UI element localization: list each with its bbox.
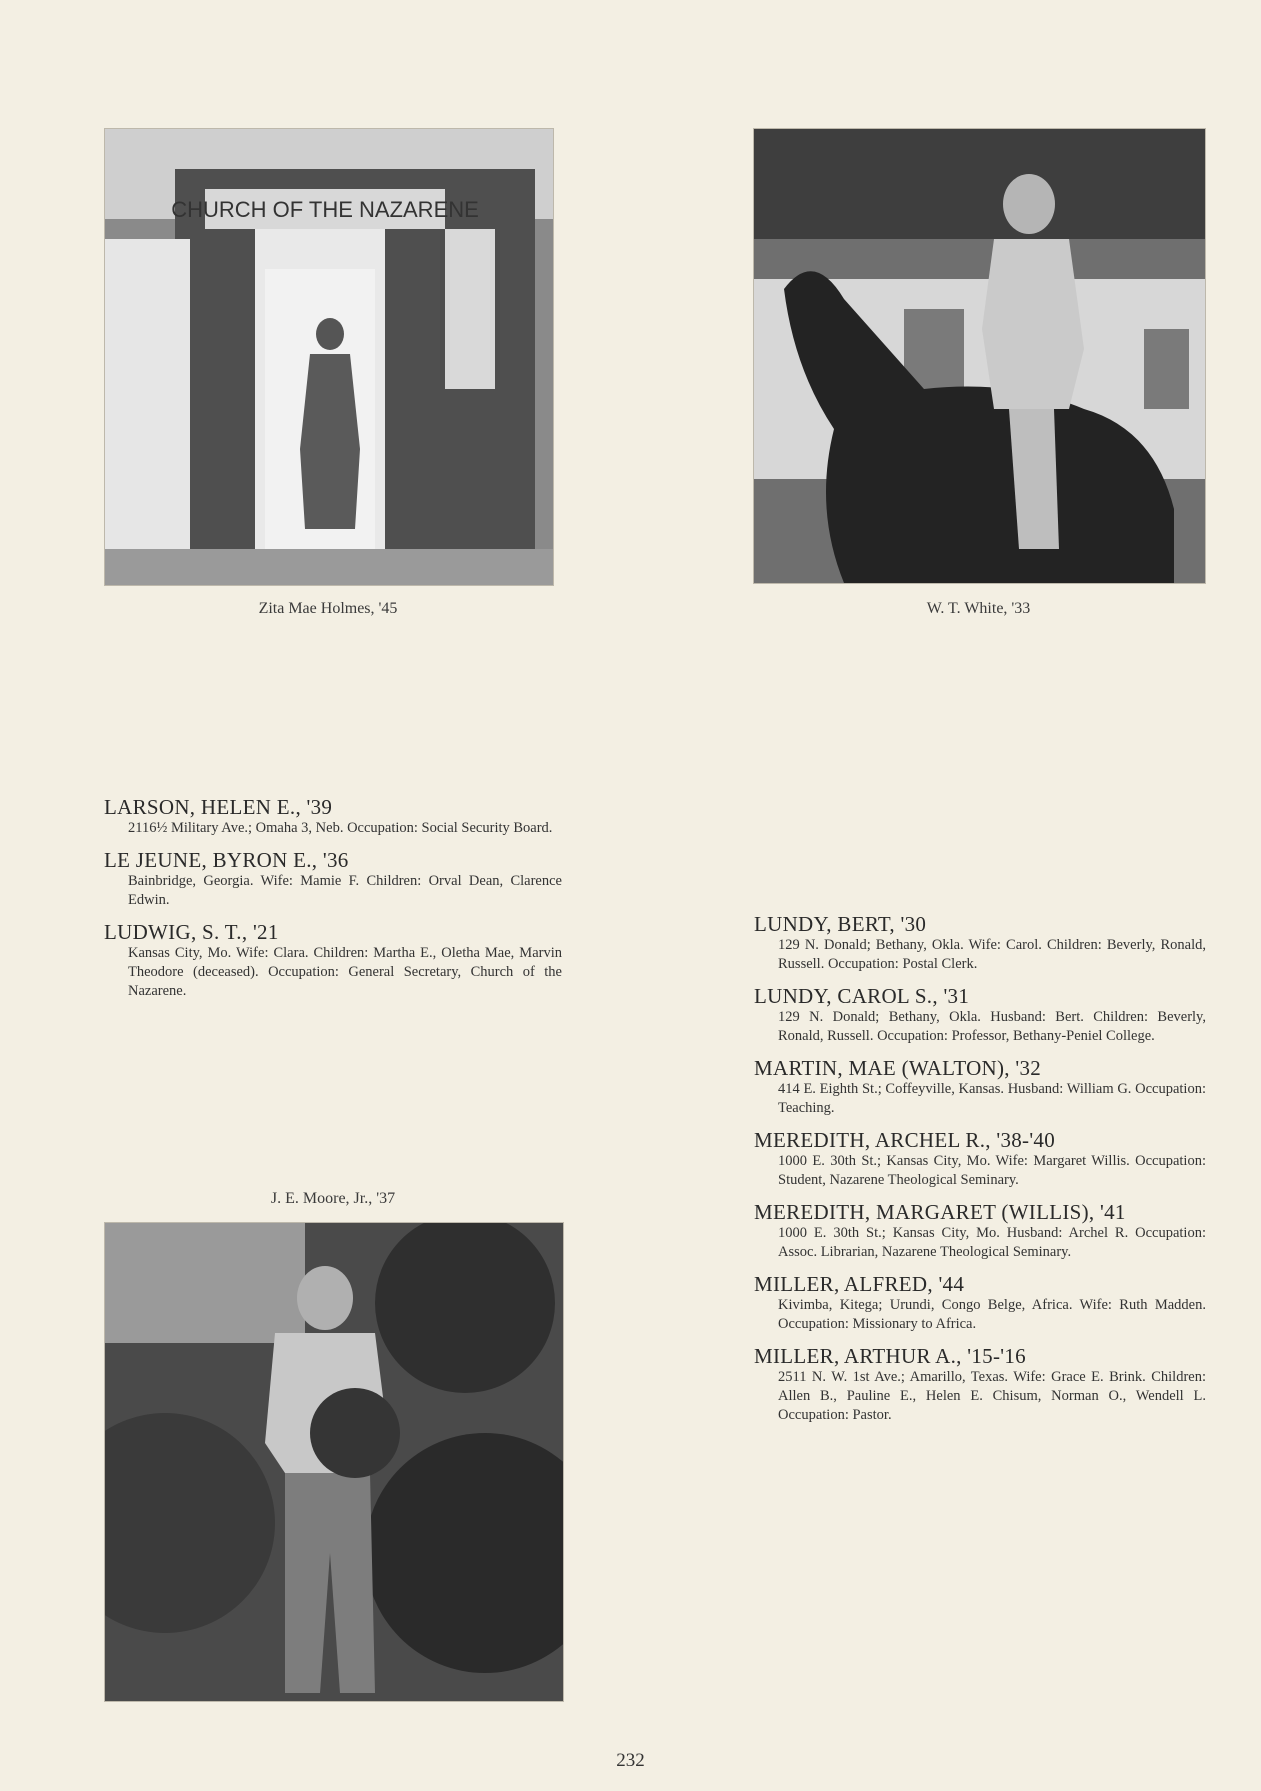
photo-caption: Zita Mae Holmes, '45 [258, 600, 398, 617]
entry-name: LE JEUNE, BYRON E., '36 [104, 848, 349, 872]
photo-man-in-bushes [104, 1222, 564, 1702]
entry-name: LUNDY, CAROL S., '31 [754, 984, 970, 1008]
directory-entry [754, 1128, 1206, 1190]
entry-details: Bainbridge, Georgia. Wife: Mamie F. Children: Orval Dean, Clarence Edwin. [128, 873, 562, 908]
photo-man-on-horse [753, 128, 1206, 584]
directory-entry [754, 984, 1206, 1046]
entry-details: 1000 E. 30th St.; Kansas City, Mo. Wife: Margaret Willis. Occupation: Student, Nazarene Theological Seminary. [778, 1153, 1206, 1188]
entry-details: 129 N. Donald; Bethany, Okla. Wife: Carol. Children: Beverly, Ronald, Russell. Occupation: Postal Clerk. [778, 937, 1206, 972]
entry-name: MARTIN, MAE (WALTON), '32 [754, 1056, 1042, 1080]
entry-details: 414 E. Eighth St.; Coffeyville, Kansas. Husband: William G. Occupation: Teaching. [778, 1081, 1206, 1116]
man-in-bushes-illustration [105, 1223, 563, 1701]
directory-entry [104, 848, 562, 910]
entry-details: Kansas City, Mo. Wife: Clara. Children: Martha E., Oletha Mae, Marvin Theodore (deceased). Occupation: General Secretary, Church of the Nazarene. [128, 945, 562, 999]
directory-entry [754, 1056, 1206, 1118]
entry-details: 2116½ Military Ave.; Omaha 3, Neb. Occupation: Social Security Board. [128, 820, 553, 836]
left-entries [104, 795, 562, 1011]
entry-details: 1000 E. 30th St.; Kansas City, Mo. Husband: Archel R. Occupation: Assoc. Librarian, Nazarene Theological Seminary. [778, 1225, 1206, 1260]
man-on-horse-illustration [754, 129, 1205, 583]
directory-entry [754, 912, 1206, 974]
entry-details: 129 N. Donald; Bethany, Okla. Husband: Bert. Children: Beverly, Ronald, Russell. Occupation: Professor, Bethany-Peniel College. [778, 1009, 1206, 1044]
entry-details: 2511 N. W. 1st Ave.; Amarillo, Texas. Wife: Grace E. Brink. Children: Allen B., Pauline E., Helen E. Chisum, Norman O., Wendell L. Occupation: Pastor. [778, 1369, 1206, 1423]
page-number: 232 [616, 1750, 645, 1771]
entry-name: MEREDITH, ARCHEL R., '38-'40 [754, 1128, 1056, 1152]
directory-entry [754, 1272, 1206, 1334]
right-entries [754, 912, 1206, 1435]
entry-name: LUNDY, BERT, '30 [754, 912, 927, 936]
entry-name: LUDWIG, S. T., '21 [104, 920, 279, 944]
directory-entry [754, 1200, 1206, 1262]
church-woman-illustration [105, 129, 553, 585]
entry-name: MILLER, ALFRED, '44 [754, 1272, 965, 1296]
directory-entry [104, 920, 562, 1001]
entry-name: MEREDITH, MARGARET (WILLIS), '41 [754, 1200, 1126, 1224]
church-sign: CHURCH OF THE NAZARENE [171, 197, 479, 222]
entry-name: LARSON, HELEN E., '39 [104, 795, 333, 819]
photo-church-woman [104, 128, 554, 586]
directory-entry [754, 1344, 1206, 1425]
photo-caption: W. T. White, '33 [926, 600, 1031, 617]
entry-name: MILLER, ARTHUR A., '15-'16 [754, 1344, 1026, 1368]
directory-entry [104, 795, 562, 838]
photo-caption: J. E. Moore, Jr., '37 [270, 1190, 396, 1207]
entry-details: Kivimba, Kitega; Urundi, Congo Belge, Africa. Wife: Ruth Madden. Occupation: Missionary to Africa. [778, 1297, 1206, 1332]
